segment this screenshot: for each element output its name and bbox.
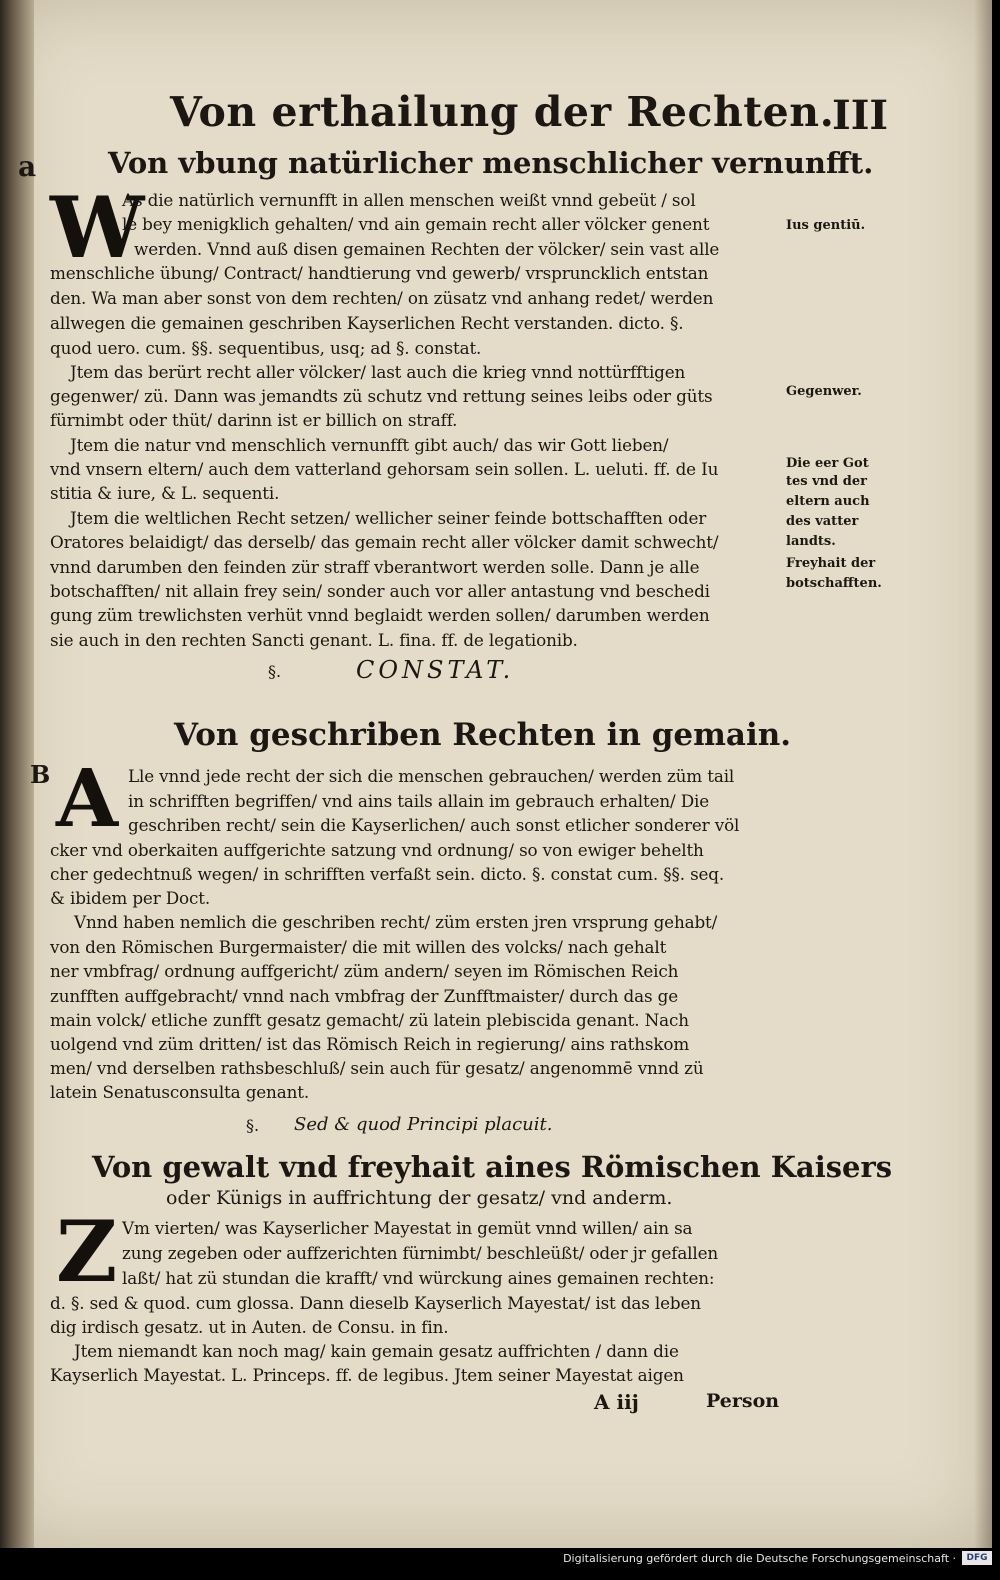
section-letter-a: a: [18, 150, 37, 183]
margin-note: tes vnd der: [786, 474, 867, 489]
text-line: vnd vnsern eltern/ auch dem vatterland gehorsam sein sollen. L. ueluti. ff. de Iu: [50, 459, 719, 479]
text-line: gung züm trewlichsten verhüt vnnd beglaidt werden sollen/ darumben werden: [50, 605, 710, 625]
catchword: Person: [706, 1390, 780, 1412]
text-line: uolgend vnd züm dritten/ ist das Römisch Reich in regierung/ ains rathskom: [50, 1034, 690, 1054]
text-line: geschriben recht/ sein die Kayserlichen/ auch sonst etlicher sonderer völ: [128, 815, 740, 835]
text-line: zung zegeben oder auffzerichten fürnimbt/ beschleüßt/ oder jr gefallen: [122, 1243, 719, 1263]
text-line: le bey menigklich gehalten/ vnd ain gemain recht aller völcker genent: [122, 214, 710, 234]
text-line: Oratores belaidigt/ das derselb/ das gemain recht aller völcker damit schwecht/: [50, 532, 719, 552]
folio-number: III: [832, 92, 889, 139]
margin-note: des vatter: [786, 514, 859, 529]
running-head: Von erthailung der Rechten.: [170, 88, 835, 136]
section-b-heading: Von geschriben Rechten in gemain.: [174, 717, 792, 753]
text-line: botschafften/ nit allain frey sein/ sonder auch vor aller antastung vnd beschedi: [50, 581, 710, 601]
text-line: stitia & iure, & L. sequenti.: [50, 483, 280, 503]
text-line: Kayserlich Mayestat. L. Princeps. ff. de legibus. Jtem seiner Mayestat aigen: [50, 1365, 684, 1385]
text-line: gegenwer/ zü. Dann was jemandts zü schutz vnd rettung seines leibs oder güts: [50, 386, 713, 406]
text-line: fürnimbt oder thüt/ darinn ist er billich on straff.: [50, 410, 458, 430]
text-line: quod uero. cum. §§. sequentibus, usq; ad §. constat.: [50, 338, 482, 358]
margin-note: botschafften.: [786, 576, 882, 591]
book-spine: [0, 0, 37, 1548]
margin-note: landts.: [786, 534, 836, 549]
text-line: cher gedechtnuß wegen/ in schrifften verfaßt sein. dicto. §. constat cum. §§. seq.: [50, 864, 725, 884]
text-line: Vnnd haben nemlich die geschriben recht/ züm ersten jren vrsprung gehabt/: [74, 912, 718, 932]
section-c-heading: Von gewalt vnd freyhait aines Römischen Kaisers: [92, 1150, 893, 1184]
section-mark: §.: [268, 662, 282, 681]
text-line: men/ vnd derselben rathsbeschluß/ sein auch für gesatz/ angenommē vnnd zü: [50, 1058, 704, 1078]
margin-note: Freyhait der: [786, 556, 876, 571]
text-line: allwegen die gemainen geschriben Kayserlichen Recht verstanden. dicto. §.: [50, 313, 684, 333]
text-line: vnnd darumben den feinden zür straff vberantwort werden solle. Dann je alle: [50, 557, 700, 577]
text-line: laßt/ hat zü stundan die krafft/ vnd würckung aines gemainen rechten:: [122, 1268, 715, 1288]
page-edge: [974, 0, 992, 1548]
dfg-credit: Digitalisierung gefördert durch die Deutsche Forschungsgemeinschaft ·: [563, 1552, 956, 1565]
dfg-logo: DFG: [962, 1551, 992, 1565]
text-line: & ibidem per Doct.: [50, 888, 211, 908]
text-line: in schrifften begriffen/ vnd ains tails allain im gebrauch erhalten/ Die: [128, 791, 710, 811]
text-line: As die natürlich vernunfft in allen menschen weißt vnnd gebeüt / sol: [122, 190, 696, 210]
text-line: ner vmbfrag/ ordnung auffgericht/ züm andern/ seyen im Römischen Reich: [50, 961, 679, 981]
text-line: zunfften auffgebracht/ vnnd nach vmbfrag der Zunfftmaister/ durch das ge: [50, 986, 679, 1006]
text-line: Lle vnnd jede recht der sich die menschen gebrauchen/ werden züm tail: [128, 766, 735, 786]
text-line: Jtem niemandt kan noch mag/ kain gemain gesatz auffrichten / dann die: [74, 1341, 679, 1361]
section-c-subheading: oder Künigs in auffrichtung der gesatz/ vnd anderm.: [166, 1187, 673, 1209]
dropcap-z: Z: [56, 1202, 118, 1301]
dropcap-w: W: [50, 178, 145, 277]
text-line: von den Römischen Burgermaister/ die mit willen des volcks/ nach gehalt: [50, 937, 667, 957]
text-line: sie auch in den rechten Sancti genant. L. fina. ff. de legationib.: [50, 630, 578, 650]
text-line: werden. Vnnd auß disen gemainen Rechten der völcker/ sein vast alle: [134, 239, 720, 259]
text-line: Vm vierten/ was Kayserlicher Mayestat in gemüt vnnd willen/ ain sa: [122, 1218, 693, 1238]
text-line: main volck/ etliche zunfft gesatz gemacht/ zü latein plebiscida genant. Nach: [50, 1010, 689, 1030]
margin-note: Die eer Got: [786, 456, 869, 471]
text-line: menschliche übung/ Contract/ handtierung vnd gewerb/ vrspruncklich entstan: [50, 263, 709, 283]
text-line: Jtem das berürt recht aller völcker/ last auch die krieg vnnd nottürfftigen: [70, 362, 686, 382]
text-line: latein Senatusconsulta genant.: [50, 1082, 310, 1102]
text-line: cker vnd oberkaiten auffgerichte satzung vnd ordnung/ so von ewiger behelth: [50, 840, 704, 860]
text-line: dig irdisch gesatz. ut in Auten. de Consu. in fin.: [50, 1317, 449, 1337]
dropcap-a: A: [56, 751, 119, 845]
text-line: Jtem die weltlichen Recht setzen/ wellicher seiner feinde bottschafften oder: [70, 508, 707, 528]
signature-mark: A iij: [594, 1390, 639, 1414]
margin-note: Ius gentiū.: [786, 218, 866, 233]
text-line: d. §. sed & quod. cum glossa. Dann dieselb Kayserlich Mayestat/ ist das leben: [50, 1293, 701, 1313]
section-reference: Sed & quod Principi placuit.: [294, 1114, 553, 1135]
text-line: den. Wa man aber sonst von dem rechten/ on züsatz vnd anhang redet/ werden: [50, 288, 714, 308]
section-a-heading: Von vbung natürlicher menschlicher vernunfft.: [108, 146, 874, 180]
margin-note: eltern auch: [786, 494, 870, 509]
text-line: Jtem die natur vnd menschlich vernunfft gibt auch/ das wir Gott lieben/: [70, 435, 669, 455]
section-letter-b: B: [30, 760, 51, 789]
section-reference: CONSTAT.: [356, 656, 515, 684]
section-mark: §.: [246, 1116, 260, 1135]
margin-note: Gegenwer.: [786, 384, 862, 399]
